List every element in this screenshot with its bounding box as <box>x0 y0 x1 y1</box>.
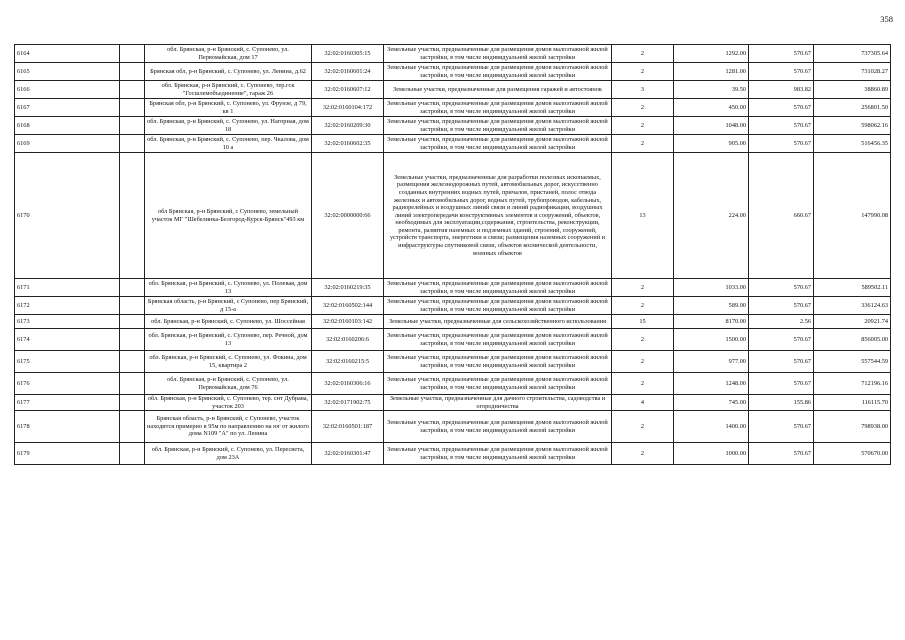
cadastral-value-cell: 336124.63 <box>814 297 891 315</box>
land-use-cell: Земельные участки, предназначенные для сельскохозяйственного использования <box>384 315 612 329</box>
land-use-cell: Земельные участки, предназначенные для размещения домов малоэтажной жилой застройки, в том числе индивидуальной жилой застройки <box>384 373 612 395</box>
cadastral-value-cell: 570670.00 <box>814 443 891 465</box>
blank-cell <box>120 63 145 81</box>
specific-value-cell: 983.82 <box>749 81 814 99</box>
specific-value-cell: 570.67 <box>749 411 814 443</box>
cadastral-number-cell: 32:02:0160219:35 <box>312 279 384 297</box>
cadastral-value-cell: 589502.11 <box>814 279 891 297</box>
address-cell: обл. Брянская, р-н Брянский, с. Супонево, ул. Нагорная, дом 18 <box>145 117 312 135</box>
cadastral-value-cell: 856005.00 <box>814 329 891 351</box>
row-number: 6173 <box>15 315 120 329</box>
land-use-cell: Земельные участки, предназначенные для дачного строительства, садоводства и огородничества <box>384 395 612 411</box>
zone-code-cell: 2 <box>612 135 674 153</box>
cadastral-value-cell: 147990.08 <box>814 153 891 279</box>
cadastral-number-cell: 32:02:0160502:144 <box>312 297 384 315</box>
land-use-cell: Земельные участки, предназначенные для размещения домов малоэтажной жилой застройки, в том числе индивидуальной жилой застройки <box>384 45 612 63</box>
zone-code-cell: 2 <box>612 63 674 81</box>
cadastral-value-cell: 737305.64 <box>814 45 891 63</box>
specific-value-cell: 155.86 <box>749 395 814 411</box>
area-cell: 1248.00 <box>674 373 749 395</box>
address-cell: обл. Брянская, р-н Брянский, с. Супонево, ул. Полевая, дом 13 <box>145 279 312 297</box>
row-number: 6166 <box>15 81 120 99</box>
specific-value-cell: 570.67 <box>749 117 814 135</box>
table-row <box>15 81 891 99</box>
row-number: 6169 <box>15 135 120 153</box>
land-use-cell: Земельные участки, предназначенные для разработки полезных ископаемых, размещения железнодорожных путей, автомобильных дорог, искусственно созданных внутренних водных путей, причалов, пристаней, полос отвода железных и автомобильных дорог, водных путей, трубопроводов, кабельных, радиорелейных и воздушных линий связи и линий радиофикации, воздушных линий электропередачи конструктивных элементов и сооружений, объектов, необходимых для эксплуатации,содержания, строительства, реконструкции, ремонта, развития наземных и подземных зданий, строений, сооружений, устройств транспорта, энергетики и связи; размещения наземных сооружений и инфраструктуры спутниковой связи, объектов космической деятельности, военных объектов <box>384 153 612 279</box>
area-cell: 39.50 <box>674 81 749 99</box>
area-cell: 1400.00 <box>674 411 749 443</box>
table-row <box>15 315 891 329</box>
blank-cell <box>120 351 145 373</box>
blank-cell <box>120 329 145 351</box>
land-use-cell: Земельные участки, предназначенные для размещения домов малоэтажной жилой застройки, в том числе индивидуальной жилой застройки <box>384 63 612 81</box>
table-row <box>15 279 891 297</box>
land-use-cell: Земельные участки, предназначенные для размещения домов малоэтажной жилой застройки, в том числе индивидуальной жилой застройки <box>384 329 612 351</box>
blank-cell <box>120 411 145 443</box>
area-cell: 589.00 <box>674 297 749 315</box>
zone-code-cell: 2 <box>612 351 674 373</box>
blank-cell <box>120 315 145 329</box>
area-cell: 224.00 <box>674 153 749 279</box>
row-number: 6178 <box>15 411 120 443</box>
specific-value-cell: 660.67 <box>749 153 814 279</box>
area-cell: 1281.00 <box>674 63 749 81</box>
cadastral-value-cell: 731028.27 <box>814 63 891 81</box>
row-number: 6174 <box>15 329 120 351</box>
area-cell: 1292.00 <box>674 45 749 63</box>
table-row <box>15 153 891 279</box>
cadastral-number-cell: 32:02:0160306:16 <box>312 373 384 395</box>
area-cell: 1000.00 <box>674 443 749 465</box>
cadastral-number-cell: 32:02:0171902:75 <box>312 395 384 411</box>
zone-code-cell: 2 <box>612 279 674 297</box>
specific-value-cell: 570.67 <box>749 63 814 81</box>
address-cell: обл. Брянская, р-н Брянский, с. Супонево, тер. снт Дубрава, участок 203 <box>145 395 312 411</box>
address-cell: Брянская область, р-н Брянский, с Супонево, пер Брянский, д 15-а <box>145 297 312 315</box>
address-cell: обл Брянская, р-н Брянский, с Супонево, земельный участок МГ "Шебелинка-Белгород-Курск-Брянск"493 км <box>145 153 312 279</box>
address-cell: Брянская обл, р-н Брянский, с. Супонево, ул. Ленина, д.62 <box>145 63 312 81</box>
row-number: 6171 <box>15 279 120 297</box>
table-row <box>15 99 891 117</box>
land-use-cell: Земельные участки, предназначенные для размещения гаражей и автостоянок <box>384 81 612 99</box>
cadastral-value-cell: 20921.74 <box>814 315 891 329</box>
specific-value-cell: 570.67 <box>749 351 814 373</box>
cadastral-value-cell: 712196.16 <box>814 373 891 395</box>
table-row <box>15 297 891 315</box>
specific-value-cell: 570.67 <box>749 45 814 63</box>
cadastral-number-cell: 32:02:0160602:35 <box>312 135 384 153</box>
table-row <box>15 351 891 373</box>
area-cell: 1033.00 <box>674 279 749 297</box>
zone-code-cell: 2 <box>612 45 674 63</box>
table-row <box>15 117 891 135</box>
specific-value-cell: 570.67 <box>749 329 814 351</box>
address-cell: обл. Брянская, р-н Брянский, с. Супонево, ул. Пересвета, дом 23А <box>145 443 312 465</box>
specific-value-cell: 570.67 <box>749 373 814 395</box>
cadastral-number-cell: 32:02:0160305:15 <box>312 45 384 63</box>
zone-code-cell: 15 <box>612 315 674 329</box>
cadastral-number-cell: 32:02:0160301:47 <box>312 443 384 465</box>
cadastral-value-cell: 38860.89 <box>814 81 891 99</box>
cadastral-number-cell: 32:02:0000000:66 <box>312 153 384 279</box>
page-number: 358 <box>880 14 893 24</box>
area-cell: 1048.00 <box>674 117 749 135</box>
blank-cell <box>120 297 145 315</box>
address-cell: обл. Брянская, р-н Брянский, с. Супонево, пер. Речной, дом 13 <box>145 329 312 351</box>
row-number: 6164 <box>15 45 120 63</box>
zone-code-cell: 2 <box>612 329 674 351</box>
cadastral-number-cell: 32:02:0160607:12 <box>312 81 384 99</box>
specific-value-cell: 570.67 <box>749 99 814 117</box>
address-cell: Брянская обл, р-н Брянский, с. Супонево, ул. Фрунзе, д 79, кв 1 <box>145 99 312 117</box>
land-use-cell: Земельные участки, предназначенные для размещения домов малоэтажной жилой застройки, в том числе индивидуальной жилой застройки <box>384 99 612 117</box>
blank-cell <box>120 443 145 465</box>
cadastral-number-cell: 32:02:0160209:30 <box>312 117 384 135</box>
blank-cell <box>120 279 145 297</box>
blank-cell <box>120 81 145 99</box>
zone-code-cell: 3 <box>612 81 674 99</box>
table-row <box>15 135 891 153</box>
blank-cell <box>120 135 145 153</box>
cadastral-value-cell: 798938.00 <box>814 411 891 443</box>
zone-code-cell: 2 <box>612 117 674 135</box>
cadastral-value-cell: 116115.70 <box>814 395 891 411</box>
specific-value-cell: 570.67 <box>749 135 814 153</box>
row-number: 6176 <box>15 373 120 395</box>
cadastral-value-cell: 557544.59 <box>814 351 891 373</box>
cadastral-number-cell: 32:02:0160215:5 <box>312 351 384 373</box>
specific-value-cell: 570.67 <box>749 297 814 315</box>
table-row <box>15 373 891 395</box>
table-row <box>15 329 891 351</box>
cadastral-number-cell: 32:02:0160206:6 <box>312 329 384 351</box>
blank-cell <box>120 99 145 117</box>
cadastral-value-cell: 598062.16 <box>814 117 891 135</box>
cadastral-number-cell: 32:02:0160501:187 <box>312 411 384 443</box>
table-row <box>15 45 891 63</box>
area-cell: 8170.00 <box>674 315 749 329</box>
land-use-cell: Земельные участки, предназначенные для размещения домов малоэтажной жилой застройки, в том числе индивидуальной жилой застройки <box>384 135 612 153</box>
address-cell: обл. Брянская, р-н Брянский, с. Супонево, ул. Шоссейная <box>145 315 312 329</box>
blank-cell <box>120 395 145 411</box>
zone-code-cell: 2 <box>612 443 674 465</box>
blank-cell <box>120 117 145 135</box>
row-number: 6167 <box>15 99 120 117</box>
area-cell: 745.00 <box>674 395 749 411</box>
table-row <box>15 395 891 411</box>
specific-value-cell: 570.67 <box>749 443 814 465</box>
area-cell: 450.00 <box>674 99 749 117</box>
address-cell: обл. Брянская, р-н Брянский, с. Супонево, тер.гск "Госшлемобъединение", гараж 26 <box>145 81 312 99</box>
specific-value-cell: 2.56 <box>749 315 814 329</box>
cadastral-number-cell: 32:02:0160103:142 <box>312 315 384 329</box>
row-number: 6177 <box>15 395 120 411</box>
row-number: 6179 <box>15 443 120 465</box>
row-number: 6175 <box>15 351 120 373</box>
zone-code-cell: 2 <box>612 297 674 315</box>
land-use-cell: Земельные участки, предназначенные для размещения домов малоэтажной жилой застройки, в том числе индивидуальной жилой застройки <box>384 297 612 315</box>
land-registry-table <box>14 44 891 465</box>
cadastral-number-cell: 32:02:0160104:172 <box>312 99 384 117</box>
land-use-cell: Земельные участки, предназначенные для размещения домов малоэтажной жилой застройки, в том числе индивидуальной жилой застройки <box>384 117 612 135</box>
blank-cell <box>120 153 145 279</box>
zone-code-cell: 2 <box>612 373 674 395</box>
zone-code-cell: 13 <box>612 153 674 279</box>
zone-code-cell: 2 <box>612 99 674 117</box>
table-row <box>15 443 891 465</box>
land-use-cell: Земельные участки, предназначенные для размещения домов малоэтажной жилой застройки, в том числе индивидуальной жилой застройки <box>384 279 612 297</box>
blank-cell <box>120 373 145 395</box>
land-use-cell: Земельные участки, предназначенные для размещения домов малоэтажной жилой застройки, в том числе индивидуальной жилой застройки <box>384 411 612 443</box>
area-cell: 1500.00 <box>674 329 749 351</box>
row-number: 6168 <box>15 117 120 135</box>
row-number: 6170 <box>15 153 120 279</box>
cadastral-value-cell: 256801.50 <box>814 99 891 117</box>
row-number: 6165 <box>15 63 120 81</box>
table-body <box>15 45 891 465</box>
cadastral-value-cell: 516456.35 <box>814 135 891 153</box>
address-cell: обл. Брянская, р-н Брянский, с. Супонево, ул. Фокина, дом 15, квартира 2 <box>145 351 312 373</box>
cadastral-number-cell: 32:02:0160601:24 <box>312 63 384 81</box>
area-cell: 905.00 <box>674 135 749 153</box>
blank-cell <box>120 45 145 63</box>
address-cell: обл. Брянская, р-н Брянский, с. Супонево, пер. Чкалова, дом 10 а <box>145 135 312 153</box>
zone-code-cell: 2 <box>612 411 674 443</box>
address-cell: обл. Брянская, р-н Брянский, с. Супонево, ул. Первомайская, дом 17 <box>145 45 312 63</box>
area-cell: 977.00 <box>674 351 749 373</box>
row-number: 6172 <box>15 297 120 315</box>
address-cell: Брянская область, р-н Брянский, с Супонево, участок находится примерно в 95м по направлению на юг от жилого дома N109 "А" по ул. Ленина <box>145 411 312 443</box>
table-row <box>15 411 891 443</box>
land-use-cell: Земельные участки, предназначенные для размещения домов малоэтажной жилой застройки, в том числе индивидуальной жилой застройки <box>384 351 612 373</box>
land-use-cell: Земельные участки, предназначенные для размещения домов малоэтажной жилой застройки, в том числе индивидуальной жилой застройки <box>384 443 612 465</box>
table-row <box>15 63 891 81</box>
zone-code-cell: 4 <box>612 395 674 411</box>
specific-value-cell: 570.67 <box>749 279 814 297</box>
address-cell: обл. Брянская, р-н Брянский, с. Супонево, ул. Первомайская, дом 76 <box>145 373 312 395</box>
